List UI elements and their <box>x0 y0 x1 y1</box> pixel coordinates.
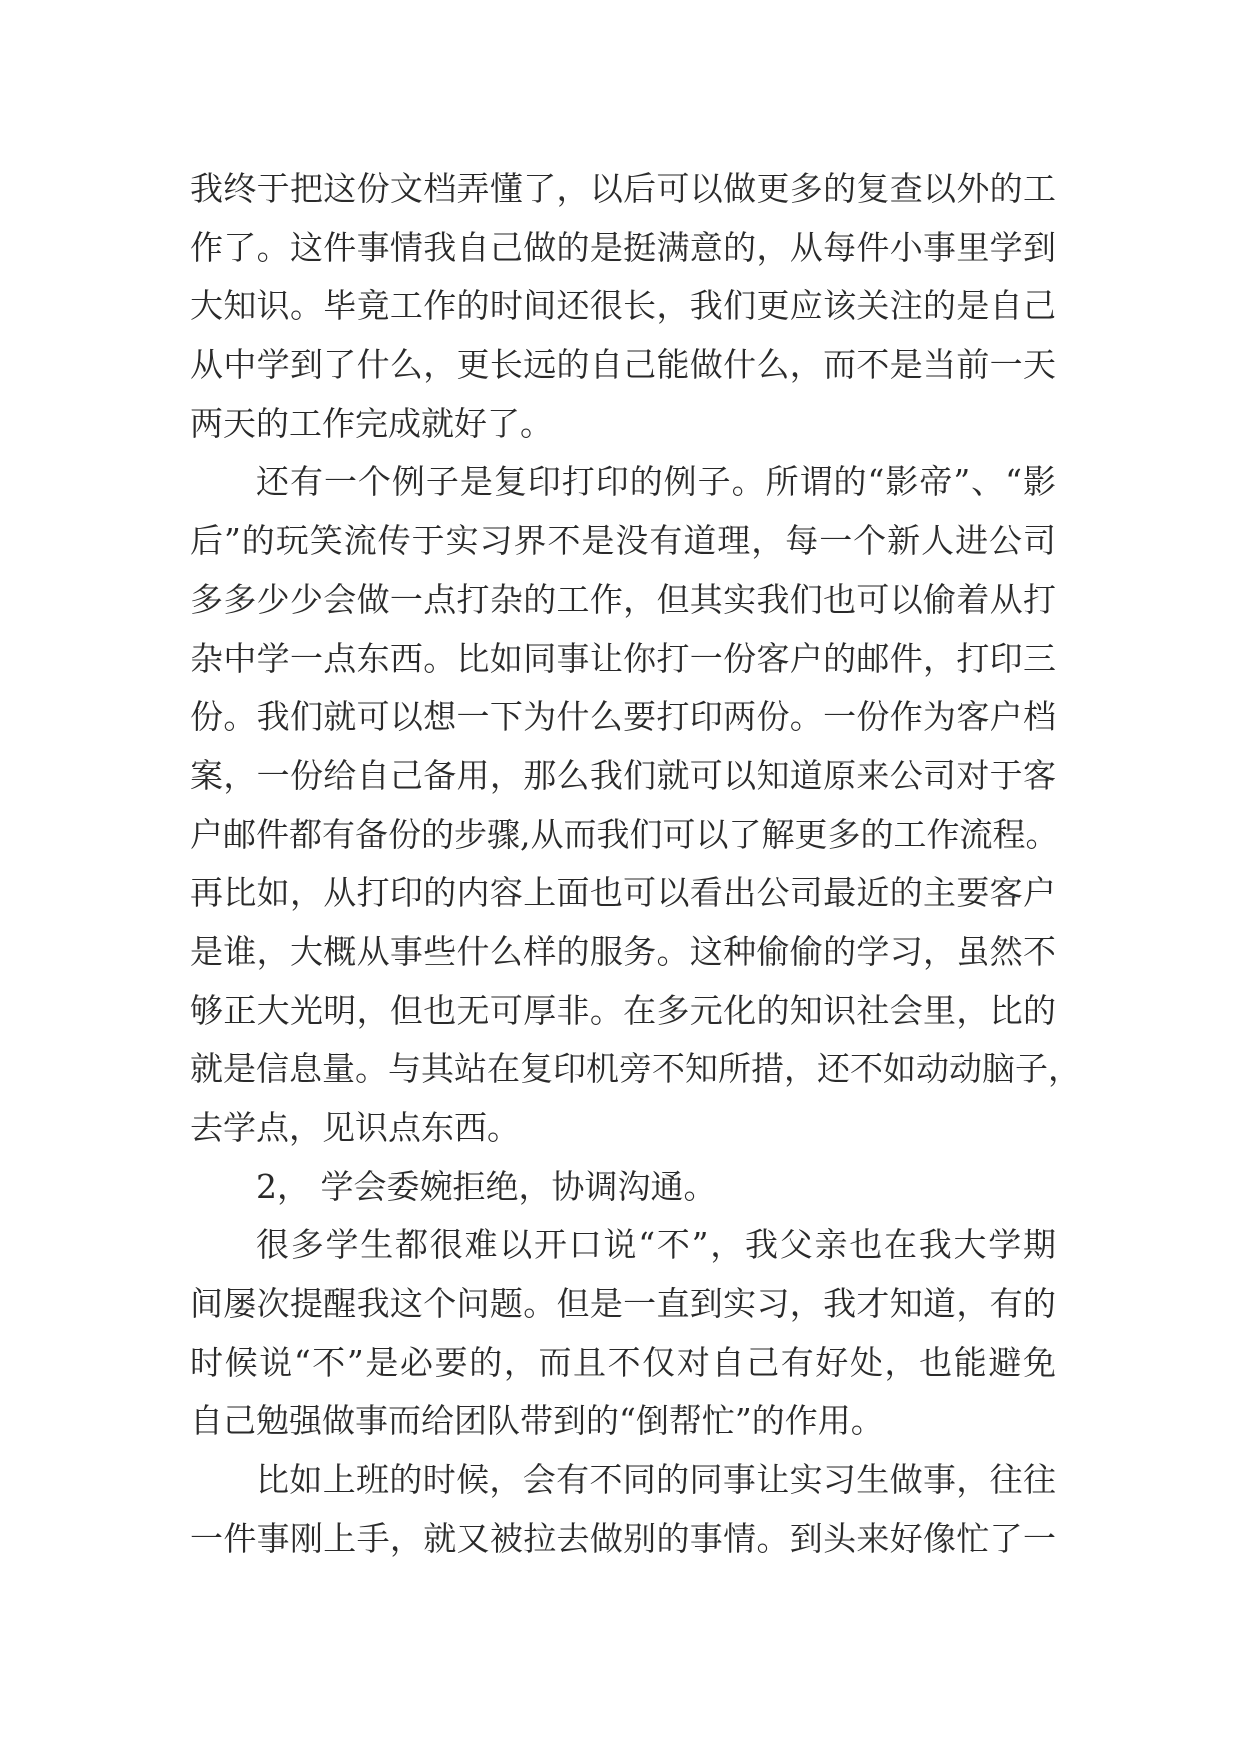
section-heading: 2， 学会委婉拒绝，协调沟通。 <box>256 1166 717 1206</box>
text-line: 份。我们就可以想一下为什么要打印两份。一份作为客户档 <box>190 697 1056 737</box>
paragraph-first-line: 比如上班的时候，会有不同的同事让实习生做事，往往 <box>256 1460 1056 1500</box>
text-line: 户邮件都有备份的步骤,从而我们可以了解更多的工作流程。 <box>190 814 1059 854</box>
text-line: 再比如，从打印的内容上面也可以看出公司最近的主要客户 <box>190 873 1056 913</box>
text-line: 作了。这件事情我自己做的是挺满意的，从每件小事里学到 <box>190 227 1056 267</box>
text-line: 两天的工作完成就好了。 <box>190 403 553 443</box>
text-line: 是谁，大概从事些什么样的服务。这种偷偷的学习，虽然不 <box>190 931 1056 971</box>
paragraph-first-line: 还有一个例子是复印打印的例子。所谓的“影帝”、“影 <box>256 462 1056 502</box>
text-line: 大知识。毕竟工作的时间还很长，我们更应该关注的是自己 <box>190 286 1056 326</box>
text-line: 杂中学一点东西。比如同事让你打一份客户的邮件，打印三 <box>190 638 1056 678</box>
document-body <box>190 160 1081 1569</box>
text-line: 就是信息量。与其站在复印机旁不知所措，还不如动动脑子， <box>190 1049 1081 1089</box>
text-line: 去学点，见识点东西。 <box>190 1108 520 1147</box>
text-line: 多多少少会做一点打杂的工作，但其实我们也可以偷着从打 <box>190 579 1056 619</box>
text-line: 我终于把这份文档弄懂了，以后可以做更多的复查以外的工 <box>190 169 1056 208</box>
text-line: 案，一份给自己备用，那么我们就可以知道原来公司对于客 <box>190 755 1056 795</box>
text-line: 后”的玩笑流传于实习界不是没有道理，每一个新人进公司 <box>190 521 1056 561</box>
text-line: 够正大光明，但也无可厚非。在多元化的知识社会里，比的 <box>190 990 1056 1030</box>
text-line: 从中学到了什么，更长远的自己能做什么，而不是当前一天 <box>190 345 1056 385</box>
text-line: 一件事刚上手，就又被拉去做别的事情。到头来好像忙了一 <box>190 1518 1056 1558</box>
text-line: 时候说“不”是必要的，而且不仅对自己有好处，也能避免 <box>190 1342 1056 1382</box>
text-line: 自己勉强做事而给团队带到的“倒帮忙”的作用。 <box>190 1401 884 1441</box>
paragraph-first-line: 很多学生都很难以开口说“不”，我父亲也在我大学期 <box>256 1225 1056 1265</box>
text-line: 间屡次提醒我这个问题。但是一直到实习，我才知道，有的 <box>190 1284 1056 1324</box>
